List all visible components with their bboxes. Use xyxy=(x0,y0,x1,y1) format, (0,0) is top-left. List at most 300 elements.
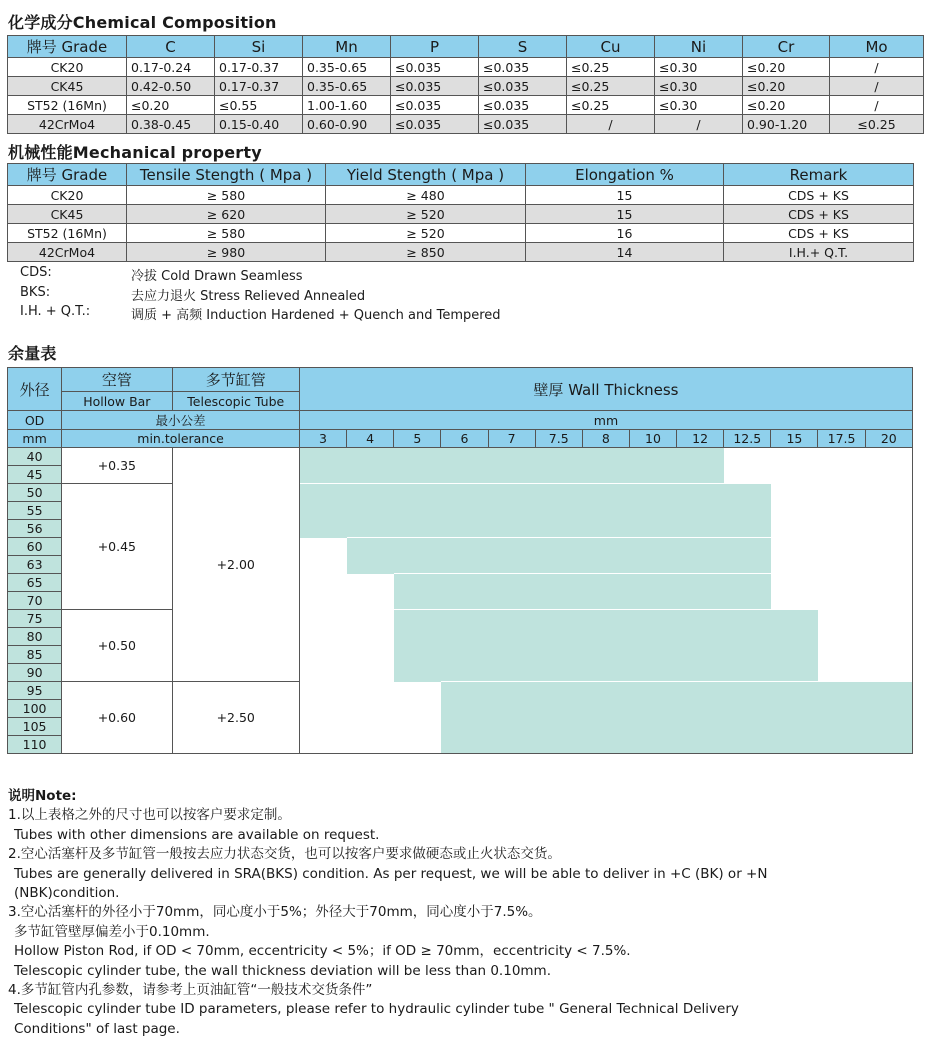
availability-cell-filled xyxy=(394,448,441,466)
availability-cell-filled xyxy=(677,628,724,646)
availability-cell-filled xyxy=(441,646,488,664)
table-row xyxy=(8,186,914,205)
table-cell: / xyxy=(830,77,924,96)
abbrev-key: CDS: xyxy=(20,265,52,280)
availability-cell-filled xyxy=(818,718,865,736)
note-line: 1.以上表格之外的尺寸也可以按客户要求定制。 xyxy=(8,807,291,824)
availability-cell xyxy=(771,484,818,502)
table-row xyxy=(8,58,924,77)
table-cell: 0.90-1.20 xyxy=(743,115,830,134)
availability-cell xyxy=(818,466,865,484)
table-cell: 0.15-0.40 xyxy=(215,115,303,134)
abbrev-value: 去应力退火 Stress Relieved Annealed xyxy=(131,288,366,304)
availability-cell-filled xyxy=(394,484,441,502)
availability-cell-filled xyxy=(488,628,535,646)
availability-cell-filled xyxy=(677,574,724,592)
od-cell: 70 xyxy=(8,592,62,610)
availability-cell-filled xyxy=(582,556,629,574)
availability-cell xyxy=(818,664,865,682)
availability-cell-filled xyxy=(488,502,535,520)
unit-header: mm xyxy=(8,430,62,448)
note-line: 3.空心活塞杆的外径小于70mm，同心度小于5%；外径大于70mm，同心度小于7.5%。 xyxy=(8,904,542,921)
note-line: Telescopic cylinder tube, the wall thickness deviation will be less than 0.10mm. xyxy=(14,962,551,979)
availability-cell-filled xyxy=(771,610,818,628)
table-cell: ≤0.25 xyxy=(567,77,655,96)
availability-cell-filled xyxy=(629,520,676,538)
availability-cell-filled xyxy=(535,718,582,736)
availability-cell-filled xyxy=(582,466,629,484)
availability-cell-filled xyxy=(771,646,818,664)
availability-cell xyxy=(771,502,818,520)
availability-cell-filled xyxy=(677,538,724,556)
chemical-composition-table xyxy=(7,35,924,134)
thickness-header: 17.5 xyxy=(818,430,865,448)
notes-title: 说明Note: xyxy=(8,788,77,804)
availability-cell xyxy=(865,520,912,538)
table-cell: ≤0.035 xyxy=(391,58,479,77)
availability-cell xyxy=(818,484,865,502)
availability-cell-filled xyxy=(535,682,582,700)
availability-cell-filled xyxy=(677,592,724,610)
availability-cell-filled xyxy=(629,448,676,466)
availability-cell-filled xyxy=(488,682,535,700)
availability-cell-filled xyxy=(488,556,535,574)
availability-cell-filled xyxy=(441,682,488,700)
chem-title: 化学成分Chemical Composition xyxy=(8,13,277,32)
availability-cell-filled xyxy=(394,628,441,646)
availability-cell-filled xyxy=(347,448,394,466)
availability-cell-filled xyxy=(818,700,865,718)
availability-cell-filled xyxy=(582,646,629,664)
availability-cell-filled xyxy=(818,682,865,700)
availability-cell xyxy=(299,718,346,736)
abbrev-value: 调质 + 高频 Induction Hardened + Quench and Tempered xyxy=(131,308,501,323)
thickness-header: 7.5 xyxy=(535,430,582,448)
od-cell: 40 xyxy=(8,448,62,466)
availability-cell-filled xyxy=(865,682,912,700)
availability-cell-filled xyxy=(582,538,629,556)
table-row xyxy=(8,243,914,262)
availability-cell-filled xyxy=(677,736,724,754)
availability-cell-filled xyxy=(629,736,676,754)
availability-cell-filled xyxy=(394,646,441,664)
availability-cell-filled xyxy=(299,466,346,484)
availability-cell-filled xyxy=(347,556,394,574)
availability-cell xyxy=(299,664,346,682)
table-cell: ≤0.25 xyxy=(830,115,924,134)
header-row xyxy=(8,430,913,448)
availability-cell-filled xyxy=(394,592,441,610)
hollow-tolerance-cell: +0.50 xyxy=(62,610,172,682)
availability-cell-filled xyxy=(441,700,488,718)
availability-cell-filled xyxy=(582,718,629,736)
availability-cell-filled xyxy=(771,718,818,736)
table-cell: ≤0.20 xyxy=(743,96,830,115)
table-cell: ST52 (16Mn) xyxy=(8,224,127,243)
od-cell: 63 xyxy=(8,556,62,574)
availability-cell-filled xyxy=(865,718,912,736)
od-cell: 65 xyxy=(8,574,62,592)
abbreviation-list xyxy=(20,265,620,325)
availability-cell xyxy=(299,556,346,574)
availability-cell-filled xyxy=(441,538,488,556)
table-cell: ≥ 620 xyxy=(127,205,326,224)
availability-cell-filled xyxy=(488,664,535,682)
table-cell: 0.42-0.50 xyxy=(127,77,215,96)
availability-cell xyxy=(865,574,912,592)
availability-cell xyxy=(347,592,394,610)
availability-cell-filled xyxy=(724,700,771,718)
header-row xyxy=(8,368,913,392)
availability-cell xyxy=(865,466,912,484)
table-cell: ≤0.55 xyxy=(215,96,303,115)
availability-cell xyxy=(771,538,818,556)
table-cell: CK45 xyxy=(8,77,127,96)
availability-cell xyxy=(818,628,865,646)
tele-tolerance-cell: +2.00 xyxy=(172,448,299,682)
availability-cell-filled xyxy=(629,700,676,718)
availability-cell xyxy=(818,646,865,664)
note-line: Hollow Piston Rod, if OD < 70mm, eccentricity < 5%；if OD ≥ 70mm，eccentricity < 7.5%. xyxy=(14,943,631,960)
availability-cell-filled xyxy=(724,682,771,700)
availability-cell-filled xyxy=(535,664,582,682)
availability-cell-filled xyxy=(299,484,346,502)
availability-cell xyxy=(865,484,912,502)
availability-cell-filled xyxy=(488,484,535,502)
availability-cell-filled xyxy=(535,736,582,754)
thickness-header: 12 xyxy=(677,430,724,448)
availability-cell-filled xyxy=(865,700,912,718)
availability-cell xyxy=(865,448,912,466)
availability-cell xyxy=(299,646,346,664)
availability-cell-filled xyxy=(488,700,535,718)
availability-cell xyxy=(299,574,346,592)
table-cell: ≤0.035 xyxy=(391,77,479,96)
mech-header-cell: Yield Stength ( Mpa ) xyxy=(326,164,526,186)
thickness-header: 12.5 xyxy=(724,430,771,448)
thickness-header: 4 xyxy=(347,430,394,448)
availability-cell-filled xyxy=(582,736,629,754)
availability-cell xyxy=(771,556,818,574)
table-cell: 0.17-0.37 xyxy=(215,77,303,96)
hollow-header: 空管 xyxy=(62,368,172,392)
availability-cell-filled xyxy=(488,520,535,538)
availability-cell-filled xyxy=(677,466,724,484)
mech-header-cell: Elongation % xyxy=(526,164,724,186)
chem-header-cell: Cr xyxy=(743,36,830,58)
availability-cell-filled xyxy=(582,502,629,520)
availability-cell-filled xyxy=(771,628,818,646)
availability-cell-filled xyxy=(394,466,441,484)
availability-cell xyxy=(394,736,441,754)
availability-cell-filled xyxy=(724,502,771,520)
availability-cell xyxy=(299,592,346,610)
od-cell: 45 xyxy=(8,466,62,484)
availability-cell-filled xyxy=(299,520,346,538)
availability-cell-filled xyxy=(582,520,629,538)
availability-cell-filled xyxy=(724,592,771,610)
availability-cell-filled xyxy=(441,448,488,466)
availability-cell-filled xyxy=(724,484,771,502)
availability-cell-filled xyxy=(441,664,488,682)
table-cell: / xyxy=(567,115,655,134)
availability-cell-filled xyxy=(488,538,535,556)
table-cell: 42CrMo4 xyxy=(8,243,127,262)
od-cell: 95 xyxy=(8,682,62,700)
abbrev-key: BKS: xyxy=(20,284,51,300)
availability-cell-filled xyxy=(771,736,818,754)
availability-cell-filled xyxy=(771,682,818,700)
tele-tolerance-cell: +2.50 xyxy=(172,682,299,754)
table-row xyxy=(8,96,924,115)
availability-cell-filled xyxy=(582,628,629,646)
availability-cell xyxy=(347,664,394,682)
availability-cell xyxy=(347,718,394,736)
tolerance-en-header: min.tolerance xyxy=(62,430,300,448)
availability-cell-filled xyxy=(629,628,676,646)
table-cell: ≤0.25 xyxy=(567,58,655,77)
table-cell: ≤0.30 xyxy=(655,96,743,115)
od-cell: 75 xyxy=(8,610,62,628)
availability-cell xyxy=(347,700,394,718)
od-en-header: OD xyxy=(8,411,62,430)
availability-cell xyxy=(299,736,346,754)
table-cell: CDS + KS xyxy=(724,224,914,243)
availability-cell xyxy=(865,664,912,682)
od-cell: 50 xyxy=(8,484,62,502)
table-cell: 0.38-0.45 xyxy=(127,115,215,134)
table-cell: 0.60-0.90 xyxy=(303,115,391,134)
thickness-header: 5 xyxy=(394,430,441,448)
availability-cell-filled xyxy=(582,448,629,466)
availability-cell xyxy=(347,736,394,754)
availability-cell xyxy=(347,628,394,646)
table-cell: ≥ 580 xyxy=(127,224,326,243)
mech-header-cell: Remark xyxy=(724,164,914,186)
table-cell: ≤0.035 xyxy=(479,96,567,115)
availability-cell-filled xyxy=(441,592,488,610)
table-row xyxy=(8,205,914,224)
availability-cell-filled xyxy=(347,502,394,520)
od-cell: 110 xyxy=(8,736,62,754)
table-row xyxy=(8,77,924,96)
availability-cell-filled xyxy=(582,484,629,502)
table-cell: ≤0.20 xyxy=(127,96,215,115)
od-cell: 60 xyxy=(8,538,62,556)
availability-cell xyxy=(347,610,394,628)
availability-cell xyxy=(771,520,818,538)
availability-cell-filled xyxy=(629,664,676,682)
availability-cell-filled xyxy=(347,538,394,556)
availability-cell-filled xyxy=(394,664,441,682)
hollow-tolerance-cell: +0.60 xyxy=(62,682,172,754)
availability-cell-filled xyxy=(629,682,676,700)
availability-cell xyxy=(299,538,346,556)
availability-cell xyxy=(818,556,865,574)
table-cell: ≤0.30 xyxy=(655,58,743,77)
table-row xyxy=(8,682,913,700)
chem-header-cell: Si xyxy=(215,36,303,58)
availability-cell-filled xyxy=(724,664,771,682)
availability-cell-filled xyxy=(724,736,771,754)
table-cell: ≥ 580 xyxy=(127,186,326,205)
availability-cell-filled xyxy=(535,556,582,574)
table-cell: 0.17-0.37 xyxy=(215,58,303,77)
thickness-header: 20 xyxy=(865,430,912,448)
abbrev-value: 冷拔 Cold Drawn Seamless xyxy=(131,269,303,284)
table-cell: ≤0.035 xyxy=(391,96,479,115)
availability-cell xyxy=(818,538,865,556)
availability-cell-filled xyxy=(724,556,771,574)
table-cell: ≤0.035 xyxy=(391,115,479,134)
availability-cell-filled xyxy=(535,628,582,646)
table-cell: / xyxy=(655,115,743,134)
availability-cell-filled xyxy=(441,574,488,592)
table-cell: 14 xyxy=(526,243,724,262)
header-row xyxy=(8,411,913,430)
availability-cell xyxy=(347,682,394,700)
availability-cell xyxy=(818,448,865,466)
availability-cell-filled xyxy=(724,520,771,538)
table-row xyxy=(8,610,913,628)
availability-cell-filled xyxy=(488,448,535,466)
availability-cell-filled xyxy=(818,736,865,754)
availability-cell-filled xyxy=(535,484,582,502)
availability-cell xyxy=(865,628,912,646)
availability-cell-filled xyxy=(677,718,724,736)
chem-header-cell: Mo xyxy=(830,36,924,58)
availability-cell-filled xyxy=(535,466,582,484)
table-cell: 1.00-1.60 xyxy=(303,96,391,115)
availability-cell-filled xyxy=(441,556,488,574)
availability-cell-filled xyxy=(535,520,582,538)
availability-cell xyxy=(818,592,865,610)
availability-cell-filled xyxy=(488,736,535,754)
table-cell: 15 xyxy=(526,205,724,224)
thickness-header: 7 xyxy=(488,430,535,448)
availability-cell xyxy=(865,610,912,628)
table-cell: ≤0.20 xyxy=(743,77,830,96)
table-cell: ≥ 520 xyxy=(326,224,526,243)
table-cell: 0.35-0.65 xyxy=(303,58,391,77)
availability-cell-filled xyxy=(724,628,771,646)
availability-cell-filled xyxy=(677,484,724,502)
availability-cell xyxy=(818,520,865,538)
availability-cell-filled xyxy=(535,574,582,592)
table-cell: 0.35-0.65 xyxy=(303,77,391,96)
note-line: 2.空心活塞杆及多节缸管一般按去应力状态交货，也可以按客户要求做硬态或止火状态交货。 xyxy=(8,846,561,863)
availability-cell-filled xyxy=(535,592,582,610)
availability-cell-filled xyxy=(441,736,488,754)
availability-cell-filled xyxy=(582,664,629,682)
availability-cell-filled xyxy=(394,574,441,592)
remain-title: 余量表 xyxy=(8,344,57,363)
availability-cell-filled xyxy=(535,448,582,466)
availability-cell-filled xyxy=(394,520,441,538)
table-cell: CDS + KS xyxy=(724,205,914,224)
table-row xyxy=(8,115,924,134)
note-line: Telescopic cylinder tube ID parameters, please refer to hydraulic cylinder tube " General Technical Delivery xyxy=(14,1001,739,1018)
availability-cell-filled xyxy=(488,574,535,592)
availability-cell-filled xyxy=(488,646,535,664)
note-line: (NBK)condition. xyxy=(14,885,120,902)
table-cell: ST52 (16Mn) xyxy=(8,96,127,115)
availability-cell-filled xyxy=(347,484,394,502)
hollow-tolerance-cell: +0.35 xyxy=(62,448,172,484)
availability-cell xyxy=(865,556,912,574)
tolerance-header: 最小公差 xyxy=(62,411,300,430)
table-cell: ≤0.035 xyxy=(479,58,567,77)
availability-cell xyxy=(865,592,912,610)
tele-en-header: Telescopic Tube xyxy=(172,392,299,411)
od-cell: 105 xyxy=(8,718,62,736)
availability-cell-filled xyxy=(582,610,629,628)
od-cell: 90 xyxy=(8,664,62,682)
od-cell: 100 xyxy=(8,700,62,718)
note-line: Tubes are generally delivered in SRA(BKS) condition. As per request, we will be able to deliver in +C (BK) or +N xyxy=(14,865,768,882)
availability-cell-filled xyxy=(394,502,441,520)
thickness-header: 15 xyxy=(771,430,818,448)
availability-cell-filled xyxy=(441,484,488,502)
availability-cell-filled xyxy=(771,700,818,718)
availability-cell-filled xyxy=(394,538,441,556)
table-cell: CK45 xyxy=(8,205,127,224)
availability-cell-filled xyxy=(582,592,629,610)
tolerance-table xyxy=(7,367,913,754)
availability-cell-filled xyxy=(394,556,441,574)
availability-cell-filled xyxy=(347,466,394,484)
availability-cell-filled xyxy=(629,718,676,736)
availability-cell-filled xyxy=(677,646,724,664)
availability-cell-filled xyxy=(724,538,771,556)
availability-cell-filled xyxy=(629,556,676,574)
availability-cell-filled xyxy=(535,646,582,664)
availability-cell-filled xyxy=(488,718,535,736)
availability-cell-filled xyxy=(347,520,394,538)
availability-cell-filled xyxy=(677,610,724,628)
hollow-tolerance-cell: +0.45 xyxy=(62,484,172,610)
availability-cell xyxy=(865,502,912,520)
table-cell: CK20 xyxy=(8,58,127,77)
note-line: 4.多节缸管内孔参数，请参考上页油缸管“一般技术交货条件” xyxy=(8,982,373,999)
hollow-en-header: Hollow Bar xyxy=(62,392,172,411)
mech-header-cell: Tensile Stength ( Mpa ) xyxy=(127,164,326,186)
availability-cell-filled xyxy=(677,700,724,718)
availability-cell-filled xyxy=(629,592,676,610)
mech-header-cell: 牌号 Grade xyxy=(8,164,127,186)
od-header: 外径 xyxy=(8,368,62,411)
availability-cell-filled xyxy=(677,556,724,574)
availability-cell xyxy=(771,574,818,592)
availability-cell-filled xyxy=(394,610,441,628)
availability-cell xyxy=(394,682,441,700)
availability-cell-filled xyxy=(488,592,535,610)
availability-cell xyxy=(818,610,865,628)
availability-cell-filled xyxy=(488,466,535,484)
note-line: Tubes with other dimensions are available on request. xyxy=(14,826,380,843)
chem-header-cell: 牌号 Grade xyxy=(8,36,127,58)
availability-cell-filled xyxy=(677,520,724,538)
availability-cell-filled xyxy=(677,682,724,700)
mech-title: 机械性能Mechanical property xyxy=(8,143,262,162)
availability-cell xyxy=(347,646,394,664)
wall-header: 壁厚 Wall Thickness xyxy=(299,368,912,411)
availability-cell xyxy=(394,700,441,718)
table-cell: / xyxy=(830,96,924,115)
table-cell: ≤0.30 xyxy=(655,77,743,96)
availability-cell-filled xyxy=(441,502,488,520)
availability-cell-filled xyxy=(677,664,724,682)
